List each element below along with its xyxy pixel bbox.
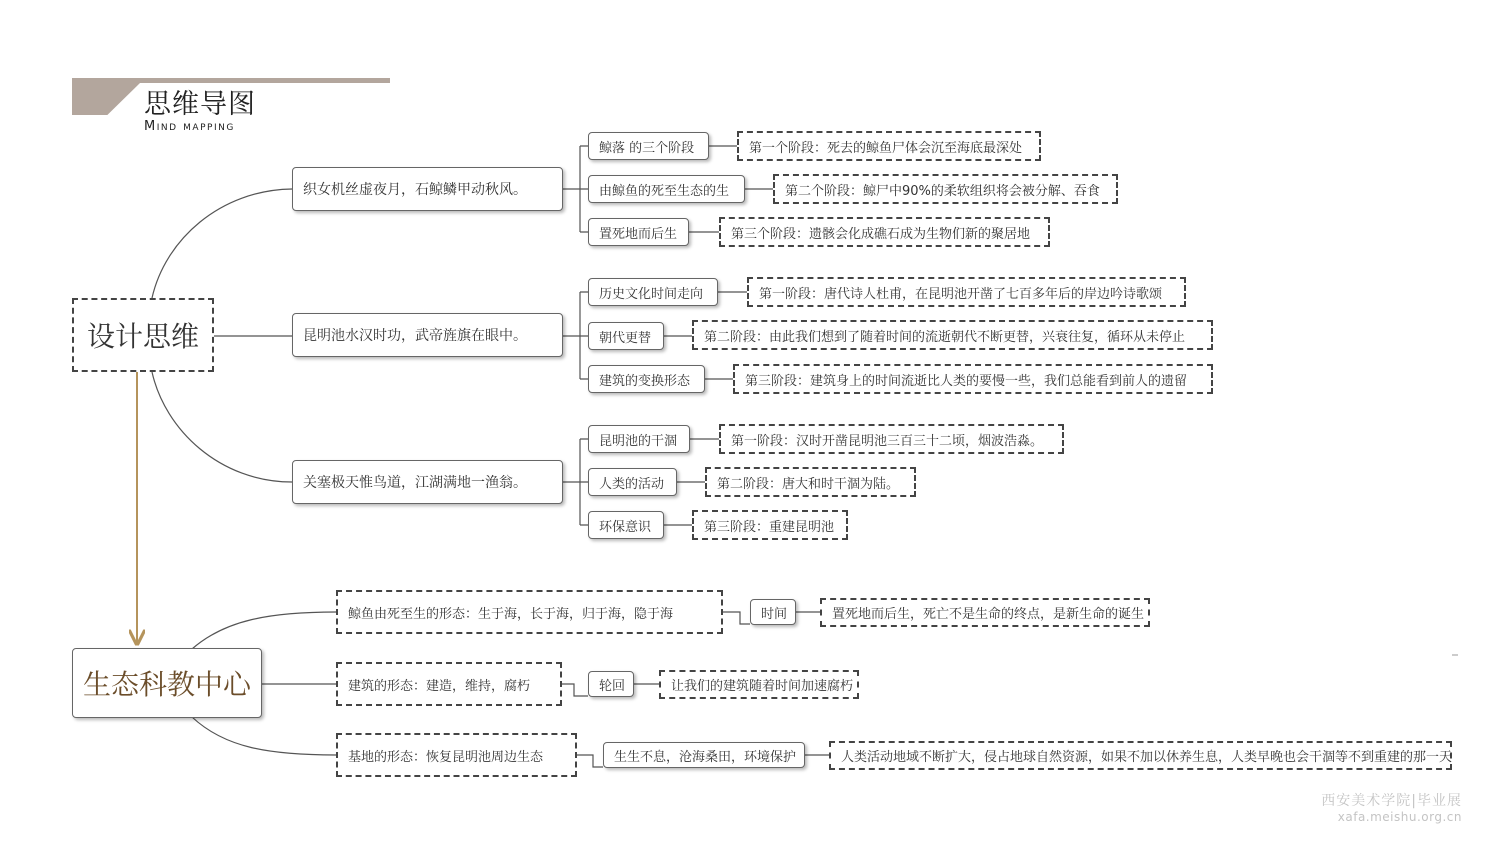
poem-node: 织女机丝虚夜月，石鲸鳞甲动秋风。 [292,167,563,211]
stage-description: 第三个阶段：遗骸会化成礁石成为生物们新的聚居地 [719,217,1050,247]
stage-tag: 置死地而后生 [588,218,689,246]
concept-tag: 轮回 [588,671,634,697]
stage-tag: 人类的活动 [588,468,677,496]
stage-tag: 环保意识 [588,511,664,539]
concept-tag: 时间 [750,599,796,625]
poem-node: 关塞极天惟鸟道，江湖满地一渔翁。 [292,460,563,504]
stage-description: 第二阶段：由此我们想到了随着时间的流逝朝代不断更替，兴衰往复，循环从未停止 [692,320,1213,350]
poem-node: 昆明池水汉时功，武帝旌旗在眼中。 [292,313,563,357]
stage-tag: 建筑的变换形态 [588,365,705,393]
stage-tag: 朝代更替 [588,322,664,350]
stage-description: 第二阶段：唐大和时干涸为陆。 [705,467,916,497]
stage-tag: 鲸落 的三个阶段 [588,132,709,160]
form-node: 鲸鱼由死至生的形态：生于海，长于海，归于海，隐于海 [336,590,723,634]
stage-tag: 由鲸鱼的死至生态的生 [588,175,745,203]
page-subtitle: Mind mapping [144,119,235,134]
link-root1-poem3 [152,372,292,482]
form-node: 基地的形态：恢复昆明池周边生态 [336,733,577,777]
link-root2-eco1 [192,612,336,649]
watermark [1321,790,1462,824]
stage-description: 第三阶段：重建昆明池 [692,510,848,540]
root-node-eco-center: 生态科教中心 [72,648,262,718]
stage-tag: 昆明池的干涸 [588,425,690,453]
watermark-line1: 西安美术学院|毕业展 [1321,793,1462,809]
concept-description: 置死地而后生，死亡不是生命的终点，是新生命的诞生 [820,598,1150,627]
bracket-poem1 [563,146,588,232]
page-title: 思维导图 [144,89,256,120]
stage-description: 第三阶段：建筑身上的时间流逝比人类的要慢一些，我们总能看到前人的遗留 [733,364,1213,394]
link-root1-poem1 [152,189,292,298]
stage-description: 第一阶段：唐代诗人杜甫，在昆明池开凿了七百多年后的岸边吟诗歌颂 [747,277,1186,307]
link-root2-eco3 [192,717,336,755]
stage-tag: 历史文化时间走向 [588,278,718,306]
concept-description: 人类活动地域不断扩大，侵占地球自然资源，如果不加以休养生息，人类早晚也会干涸等不到重建的那一天 [829,741,1452,770]
watermark-line2: xafa.meishu.org.cn [1337,810,1462,824]
bracket-poem2 [563,292,588,379]
decor-dot [1452,654,1458,656]
stage-description: 第一阶段：汉时开凿昆明池三百三十二顷，烟波浩淼。 [719,424,1064,454]
form-node: 建筑的形态：建造，维持，腐朽 [336,662,562,706]
concept-description: 让我们的建筑随着时间加速腐朽 [659,670,859,699]
stage-description: 第二个阶段：鲸尸中90%的柔软组织将会被分解、吞食 [773,174,1118,204]
root-node-design-thinking: 设计思维 [72,298,214,372]
concept-tag: 生生不息，沧海桑田，环境保护 [603,742,805,768]
bracket-poem3 [563,439,588,525]
stage-description: 第一个阶段：死去的鲸鱼尸体会沉至海底最深处 [737,131,1041,161]
